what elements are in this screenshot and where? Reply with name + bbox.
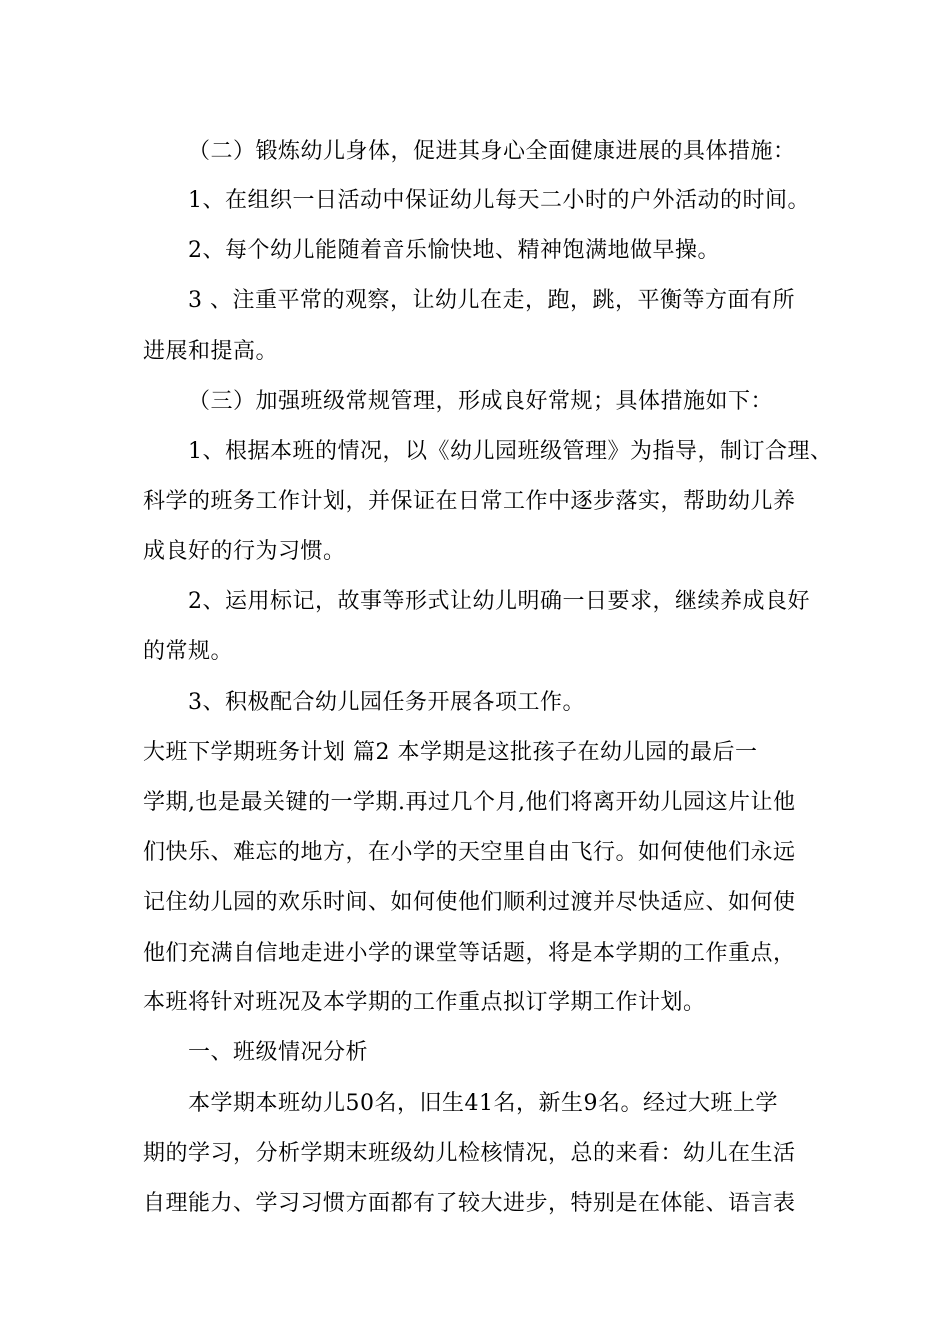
paragraph-line: 成良好的行为习惯。	[143, 539, 346, 564]
paragraph-line: 自理能力、学习习惯方面都有了较大进步，特别是在体能、语言表	[143, 1191, 796, 1216]
paragraph-line: 1、在组织一日活动中保证幼儿每天二小时的户外活动的时间。	[188, 188, 810, 213]
paragraph-line: 的常规。	[143, 639, 234, 664]
paragraph-line: 期的学习，分析学期末班级幼儿检核情况，总的来看：幼儿在生活	[143, 1141, 796, 1166]
paragraph-line: 2、运用标记，故事等形式让幼儿明确一日要求，继续养成良好	[188, 589, 810, 614]
article-heading-line: 大班下学期班务计划 篇2 本学期是这批孩子在幼儿园的最后一	[143, 740, 758, 765]
paragraph-line: 们快乐、难忘的地方，在小学的天空里自由飞行。如何使他们永远	[143, 840, 796, 865]
paragraph-line: 他们充满自信地走进小学的课堂等话题，将是本学期的工作重点，	[143, 941, 796, 966]
paragraph-line: 3 、注重平常的观察，让幼儿在走，跑，跳，平衡等方面有所	[188, 288, 795, 313]
paragraph-line: 学期,也是最关键的一学期.再过几个月,他们将离开幼儿园这片让他	[143, 790, 796, 815]
paragraph-line: 本班将针对班况及本学期的工作重点拟订学期工作计划。	[143, 990, 706, 1015]
section-heading-2: （二）锻炼幼儿身体，促进其身心全面健康进展的具体措施：	[188, 139, 796, 164]
section-heading-1: 一、班级情况分析	[188, 1040, 369, 1065]
paragraph-line: 3、积极配合幼儿园任务开展各项工作。	[188, 690, 585, 715]
paragraph-line: 1、根据本班的情况，以《幼儿园班级管理》为指导，制订合理、	[188, 439, 833, 464]
paragraph-line: 记住幼儿园的欢乐时间、如何使他们顺利过渡并尽快适应、如何使	[143, 890, 796, 915]
paragraph-line: 2、每个幼儿能随着音乐愉快地、精神饱满地做早操。	[188, 238, 720, 263]
paragraph-line: 科学的班务工作计划，并保证在日常工作中逐步落实，帮助幼儿养	[143, 489, 796, 514]
paragraph-line: 本学期本班幼儿50名，旧生41名，新生9名。经过大班上学	[188, 1091, 778, 1116]
paragraph-line: 进展和提高。	[143, 339, 279, 364]
section-heading-3: （三）加强班级常规管理，形成良好常规；具体措施如下：	[188, 389, 774, 414]
